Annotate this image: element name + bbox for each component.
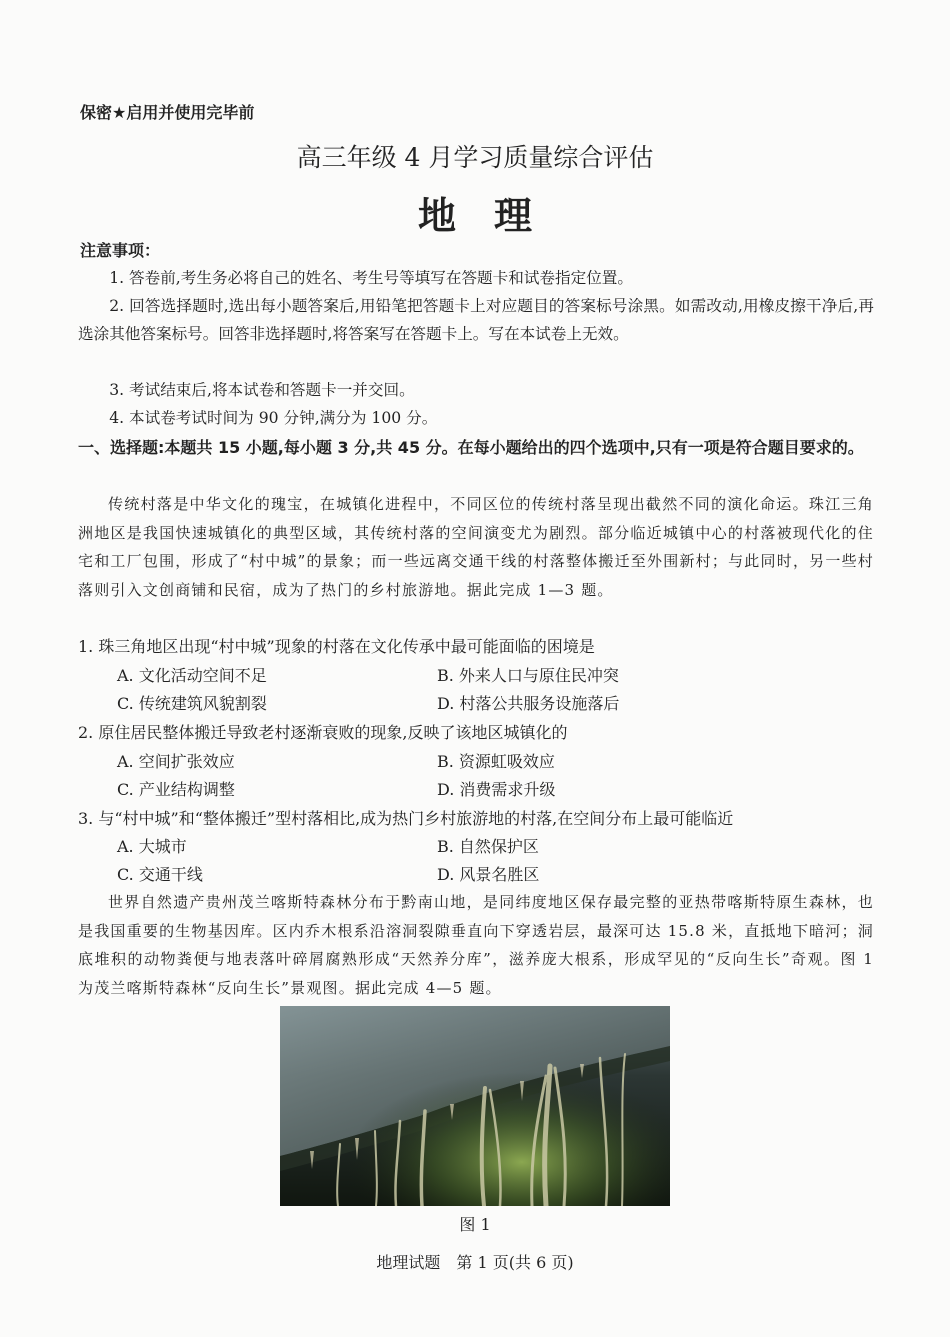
question-3	[78, 806, 878, 829]
option-b: B. 资源虹吸效应	[437, 752, 555, 771]
question-1	[78, 634, 878, 657]
notice-heading: 注意事项：	[80, 241, 161, 260]
notice-item: 4. 本试卷考试时间为 90 分钟,满分为 100 分。	[109, 409, 438, 427]
option-c: C. 交通干线	[117, 865, 203, 884]
question-stem: 1. 珠三角地区出现“村中城”现象的村落在文化传承中最可能面临的困境是	[78, 637, 595, 656]
option-b: B. 外来人口与原住民冲突	[437, 666, 619, 685]
option-d: D. 村落公共服务设施落后	[437, 694, 620, 713]
option-c: C. 传统建筑风貌割裂	[117, 694, 267, 713]
reading-passage-1: 传统村落是中华文化的瑰宝，在城镇化进程中，不同区位的传统村落呈现出截然不同的演化命运。珠江三角洲地区是我国快速城镇化的典型区域，其传统村落的空间演变尤为剧烈。部分临近城镇中心的村落被现代化的住宅和工厂包围，形成了“村中城”的景象；而一些远离交通干线的村落整体搬迁至外围新村；与此同时，另一些村落则引入文创商铺和民宿，成为了热门的乡村旅游地。据此完成 1—3 题。	[78, 495, 874, 600]
option-d: D. 消费需求升级	[437, 780, 556, 799]
notice-item: 2. 回答选择题时,选出每小题答案后,用铅笔把答题卡上对应题目的答案标号涂黑。如需改动,用橡皮擦干净后,再选涂其他答案标号。回答非选择题时,将答案写在答题卡上。写在本试卷上无效。	[78, 297, 874, 343]
question-stem: 2. 原住居民整体搬迁导致老村逐渐衰败的现象,反映了该地区城镇化的	[78, 723, 568, 742]
subject-title: 地理	[417, 193, 570, 238]
figure-caption: 图 1	[459, 1215, 491, 1234]
option-a: A. 大城市	[117, 837, 187, 856]
karst-forest-photo	[280, 1006, 670, 1206]
option-b: B. 自然保护区	[437, 837, 539, 856]
option-d: D. 风景名胜区	[437, 865, 540, 884]
notice-item: 3. 考试结束后,将本试卷和答题卡一并交回。	[109, 381, 415, 399]
exam-title: 高三年级 4 月学习质量综合评估	[296, 143, 654, 172]
option-a: A. 空间扩张效应	[117, 752, 235, 771]
question-2	[78, 720, 878, 743]
question-stem: 3. 与“村中城”和“整体搬迁”型村落相比,成为热门乡村旅游地的村落,在空间分布上最可能临近	[78, 809, 734, 828]
reading-passage-2: 世界自然遗产贵州茂兰喀斯特森林分布于黔南山地，是同纬度地区保存最完整的亚热带喀斯特原生森林，也是我国重要的生物基因库。区内乔木根系沿溶洞裂隙垂直向下穿透岩层，最深可达 15.8 米，直抵地下暗河；洞底堆积的动物粪便与地表落叶碎屑腐熟形成“天然养分库”，滋养庞大根系，形成罕见的“反向生长”奇观。图 1 为茂兰喀斯特森林“反向生长”景观图。据此完成 4—5 题。	[78, 893, 874, 998]
option-c: C. 产业结构调整	[117, 780, 235, 799]
section-heading: 一、选择题:本题共 15 小题,每小题 3 分,共 45 分。在每小题给出的四个选项中,只有一项是符合题目要求的。	[78, 438, 864, 457]
option-a: A. 文化活动空间不足	[117, 666, 267, 685]
notice-item: 1. 答卷前,考生务必将自己的姓名、考生号等填写在答题卡和试卷指定位置。	[109, 269, 633, 287]
page-footer: 地理试题 第 1 页(共 6 页)	[376, 1253, 574, 1272]
confidential-label: 保密★启用并使用完毕前	[80, 103, 255, 122]
